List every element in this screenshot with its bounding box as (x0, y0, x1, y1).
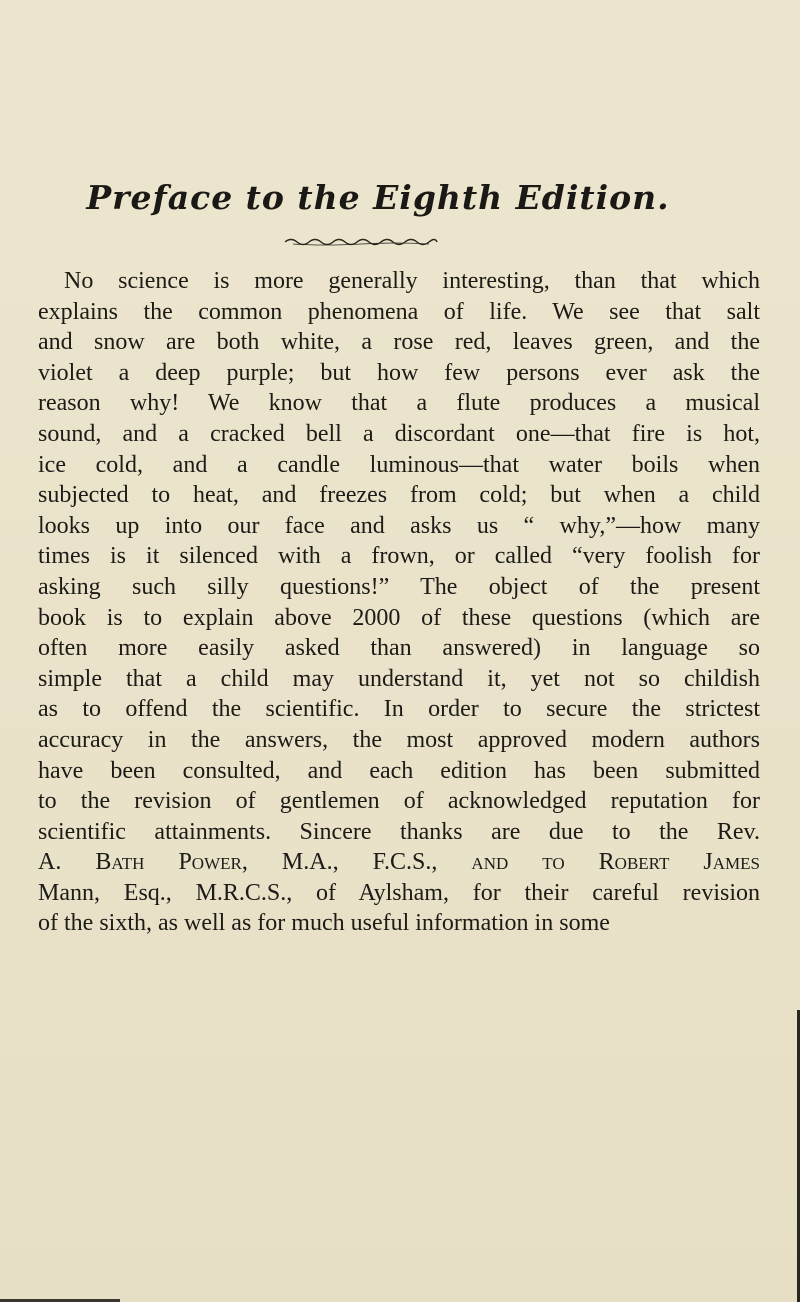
text-line: simple that a child may understand it, yet not so childish (38, 665, 760, 692)
text-line: looks up into our face and asks us “ why,”—how many (38, 512, 760, 539)
text-line: book is to explain above 2000 of these questions (which are (38, 604, 760, 631)
text-line: subjected to heat, and freezes from cold; but when a child (38, 482, 760, 509)
text-line: Mann, Esq., M.R.C.S., of Aylsham, for their careful revision (38, 879, 760, 906)
wavy-rule-ornament (283, 234, 439, 248)
text-line: asking such silly questions!” The object of the present (38, 573, 760, 600)
text-line: have been consulted, and each edition has been submitted (38, 757, 760, 784)
text-line: reason why! We know that a flute produces a musical (38, 390, 760, 417)
text-line: to the revision of gentlemen of acknowledged reputation for (38, 788, 760, 815)
text-line: scientific attainments. Sincere thanks are due to the Rev. (38, 818, 760, 845)
text-line: ice cold, and a candle luminous—that water boils when (38, 451, 760, 478)
text-line: times is it silenced with a frown, or called “very foolish for (38, 543, 760, 570)
text-line: explains the common phenomena of life. We see that salt (38, 298, 760, 325)
preface-paragraph (38, 266, 760, 939)
text-line: violet a deep purple; but how few persons ever ask the (38, 359, 760, 386)
text-line: and snow are both white, a rose red, leaves green, and the (38, 329, 760, 356)
text-line: sound, and a cracked bell a discordant one—that fire is hot, (38, 420, 760, 447)
text-line: as to offend the scientific. In order to secure the strictest (38, 696, 760, 723)
text-line: accuracy in the answers, the most approved modern authors (38, 726, 760, 753)
text-line: No science is more generally interesting, than that which (64, 268, 760, 294)
text-line: often more easily asked than answered) in language so (38, 635, 760, 662)
text-line: A. Bath Power, M.A., F.C.S., and to Robert James (38, 849, 760, 876)
text-line: of the sixth, as well as for much useful information in some (38, 910, 610, 937)
page-heading: Preface to the Eighth Edition. (86, 178, 670, 217)
